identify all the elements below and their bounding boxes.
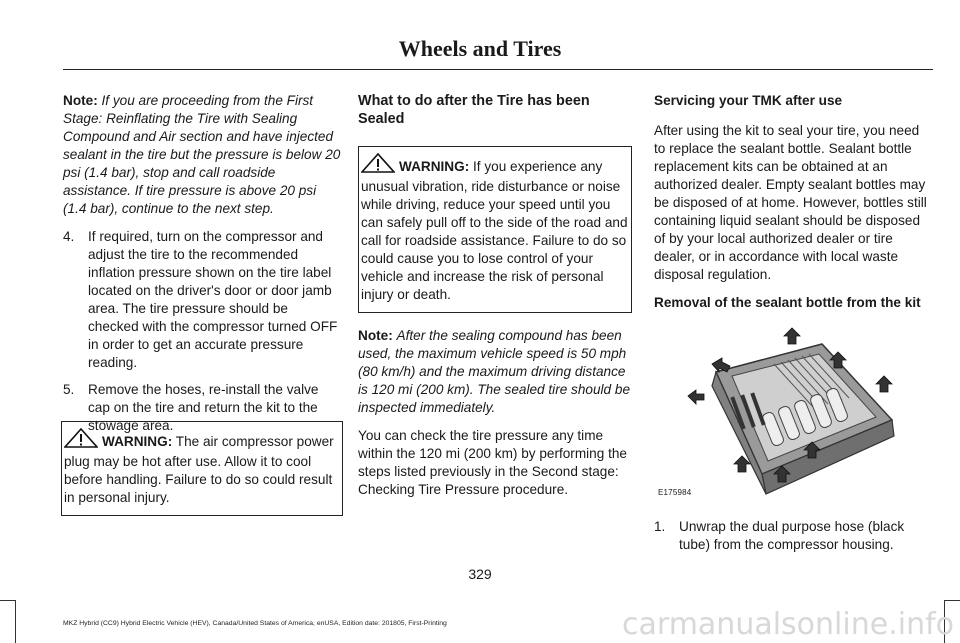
column-right xyxy=(654,92,930,564)
note-label: Note: xyxy=(358,328,393,343)
warning-label: WARNING: xyxy=(102,434,173,449)
step-text: Unwrap the dual purpose hose (black tube) from the compressor housing. xyxy=(679,519,905,552)
note-paragraph xyxy=(63,92,341,218)
list-item xyxy=(63,228,341,372)
note-label: Note: xyxy=(63,93,98,108)
note-text: After the sealing compound has been used, the maximum vehicle speed is 50 mph (80 km/h) and the maximum driving distance is 120 mi (200 km). The sealed tire should be inspected immediately. xyxy=(358,328,631,415)
page-number: 329 xyxy=(468,566,492,582)
crop-mark xyxy=(944,600,960,601)
warning-text: If you experience any unusual vibration, ride disturbance or noise while driving, reduce your speed until you can safely pull off to the side of the road and call for roadside assistance. Failure to do so could cause you to lose control of your vehicle and increase the risk of personal injury or death. xyxy=(361,159,628,302)
sealant-kit-figure xyxy=(654,324,924,504)
body-paragraph: You can check the tire pressure any time within the 120 mi (200 km) by performing the steps listed previously in the Second stage: Checking Tire Pressure procedure. xyxy=(358,428,627,497)
steps-list xyxy=(63,228,341,435)
warning-label: WARNING: xyxy=(399,159,470,174)
footer-text: MKZ Hybrid (CC9) Hybrid Electric Vehicle (HEV), Canada/United States of America, enUSA, Edition date: 201805, First-Printing xyxy=(63,620,447,627)
note-text: If you are proceeding from the First Stage: Reinflating the Tire with Sealing Compound and Air section and have injected sealant in the tire but the pressure is below 20 psi (1.4 bar), stop and call roadside assistance. If tire pressure is above 20 psi (1.4 bar), continue to the next step. xyxy=(63,93,341,216)
step-text: Remove the hoses, re-install the valve cap on the tire and return the kit to the stowage area. xyxy=(88,382,319,433)
page-header-title: Wheels and Tires xyxy=(398,36,562,61)
body-paragraph: After using the kit to seal your tire, you need to replace the sealant bottle. Sealant bottle replacement kits can be obtained at an authorized dealer. Empty sealant bottles may be disposed of at home. However, bottles still containing liquid sealant should be disposed of by your local authorized dealer or tire dealer, or in accordance with local waste disposal regulation. xyxy=(654,123,927,282)
watermark: carmanualsonline.info xyxy=(622,607,954,642)
step-number: 5. xyxy=(63,382,75,397)
figure-code: E175984 xyxy=(658,488,692,497)
step-number: 1. xyxy=(654,519,666,534)
tire-mobility-kit-illustration xyxy=(654,324,924,504)
warning-box xyxy=(61,421,343,516)
list-item xyxy=(654,518,930,554)
steps-list xyxy=(654,518,930,554)
section-heading: Servicing your TMK after use xyxy=(654,93,843,108)
section-heading: What to do after the Tire has been Sealed xyxy=(358,93,590,127)
section-heading: Removal of the sealant bottle from the kit xyxy=(654,295,921,310)
header-rule xyxy=(63,69,933,70)
warning-box xyxy=(358,146,632,313)
step-text: If required, turn on the compressor and adjust the tire to the recommended inflation pressure shown on the tire label located on the driver's door or door jamb area. The tire pressure should be checked with the compressor turned OFF in order to get an accurate pressure reading. xyxy=(88,229,338,370)
warning-text: The air compressor power plug may be hot after use. Allow it to cool before handling. Failure to do so could result in personal injury. xyxy=(64,434,334,505)
crop-mark xyxy=(0,600,15,601)
note-paragraph xyxy=(358,327,632,417)
warning-triangle-icon xyxy=(361,153,395,178)
column-middle xyxy=(358,92,632,509)
crop-mark xyxy=(15,600,16,643)
column-left xyxy=(63,92,341,505)
step-number: 4. xyxy=(63,229,75,244)
warning-triangle-icon xyxy=(64,428,98,453)
